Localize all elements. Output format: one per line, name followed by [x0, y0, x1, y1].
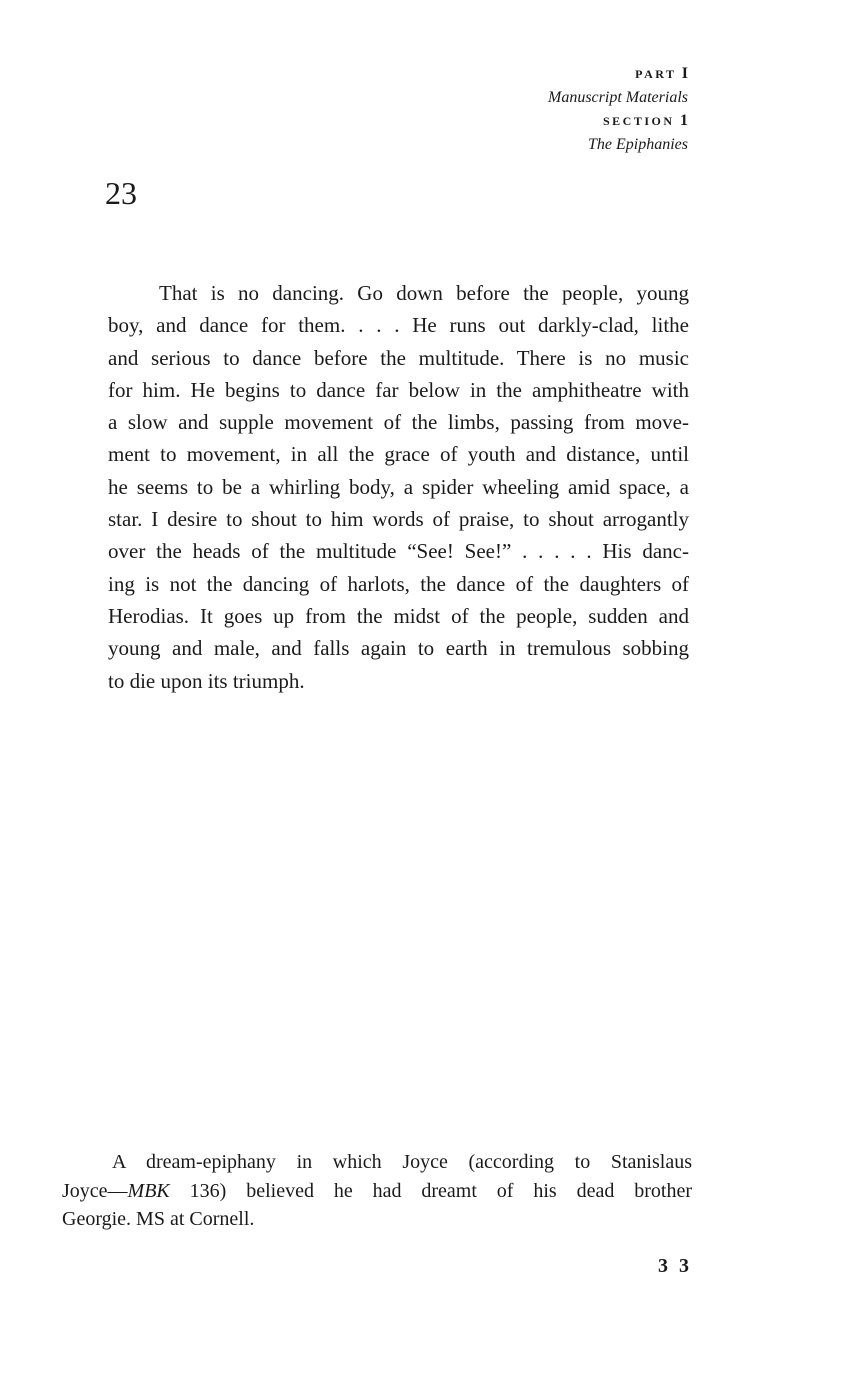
note-line: Georgie. MS at Cornell.: [62, 1208, 255, 1230]
section-label: SECTION 1: [602, 112, 688, 129]
text-line: to die upon its triumph.: [108, 668, 305, 693]
text-line: over the heads of the multitude “See! See!” . . . . . His danc-: [108, 539, 689, 564]
mbk-abbreviation: MBK: [127, 1179, 170, 1202]
text-line: and serious to dance before the multitude. There is no music: [108, 345, 689, 370]
text-line: a slow and supple movement of the limbs, passing from move-: [108, 410, 689, 435]
text-line: for him. He begins to dance far below in the amphitheatre with: [108, 377, 689, 402]
editorial-note: [62, 1148, 692, 1234]
section-title: The Epiphanies: [588, 136, 688, 153]
section-number: 1: [680, 112, 688, 129]
text-line: Herodias. It goes up from the midst of the people, sudden and: [108, 603, 689, 628]
text-line: ment to movement, in all the grace of youth and distance, until: [108, 442, 689, 467]
running-header: [548, 62, 688, 156]
text-line: boy, and dance for them. . . . He runs out darkly-clad, lithe: [108, 313, 689, 338]
text-line: he seems to be a whirling body, a spider wheeling amid space, a: [108, 474, 689, 499]
part-title: Manuscript Materials: [548, 89, 688, 106]
epiphany-number: 23: [105, 175, 137, 211]
text-line: young and male, and falls again to earth in tremulous sobbing: [108, 636, 689, 661]
part-label: PART I: [635, 65, 688, 82]
text-line: That is no dancing. Go down before the people, young: [159, 281, 689, 305]
epiphany-text: [108, 277, 689, 697]
page-number: 3 3: [658, 1255, 692, 1277]
part-number: I: [681, 65, 688, 82]
text-line: ing is not the dancing of harlots, the dance of the daughters of: [108, 571, 689, 596]
text-line: star. I desire to shout to him words of praise, to shout arrogantly: [108, 507, 689, 532]
note-line: A dream-epiphany in which Joyce (according to Stanislaus: [112, 1151, 692, 1173]
note-line: Joyce—MBK 136) believed he had dreamt of his dead brother: [62, 1179, 692, 1202]
